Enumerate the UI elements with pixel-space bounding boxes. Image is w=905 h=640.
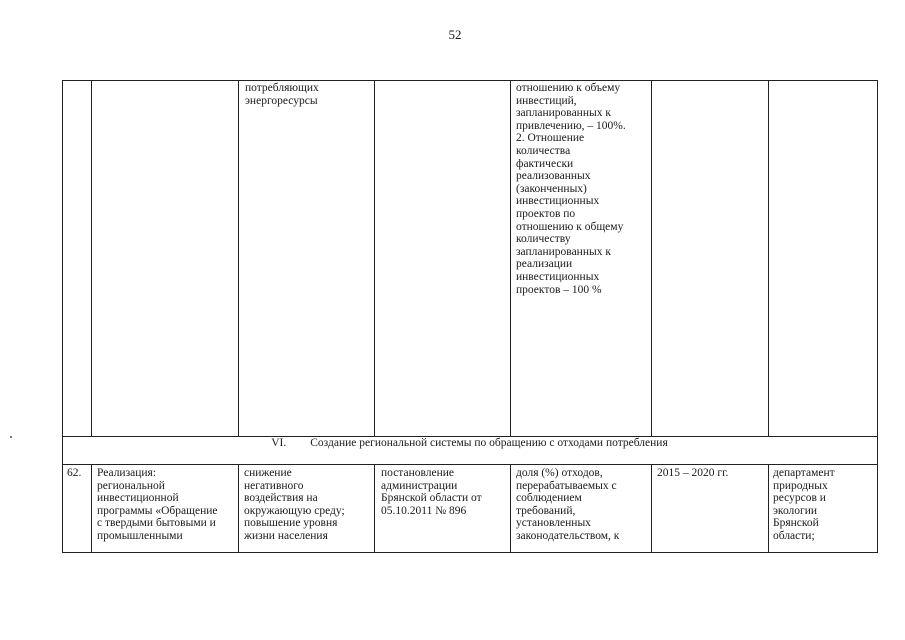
page-number: 52 xyxy=(448,27,462,42)
col-divider-2-upper xyxy=(238,80,239,436)
row-62-number: 62. xyxy=(67,467,82,479)
col-divider-3-lower xyxy=(374,464,375,552)
section-bottom-border xyxy=(62,464,878,465)
scan-speck xyxy=(10,436,12,438)
col-divider-1-upper xyxy=(91,80,92,436)
table-left-border xyxy=(62,80,63,553)
table-right-border xyxy=(877,80,878,553)
col-divider-6-lower xyxy=(768,464,769,552)
row-62-goal: снижение негативного воздействия на окружающую среду; повышение уровня жизни населения xyxy=(244,467,345,542)
col-divider-5-lower xyxy=(651,464,652,552)
col-divider-5-upper xyxy=(651,80,652,436)
cell-consumers: потребляющих энергоресурсы xyxy=(245,82,319,107)
cell-indicator-continued: отношению к объему инвестиций, запланированных к привлечению, – 100%. 2. Отношение количества фактически реализованных (законченных) инвестиционных проектов по отношению к общему количеству запланированных к реализации инвестиционных проектов – 100 % xyxy=(516,82,626,296)
section-heading xyxy=(62,437,877,449)
col-divider-2-lower xyxy=(238,464,239,552)
col-divider-4-upper xyxy=(510,80,511,436)
col-divider-1-lower xyxy=(91,464,92,552)
table-bottom-border xyxy=(62,552,878,553)
col-divider-4-lower xyxy=(510,464,511,552)
col-divider-3-upper xyxy=(374,80,375,436)
row-62-indicator: доля (%) отходов, перерабатываемых с соблюдением требований, установленных законодательством, к xyxy=(516,467,620,542)
col-divider-6-upper xyxy=(768,80,769,436)
section-number: VI. xyxy=(271,437,287,449)
section-title: Создание региональной системы по обращению с отходами потребления xyxy=(310,437,668,449)
row-62-basis: постановление администрации Брянской области от 05.10.2011 № 896 xyxy=(381,467,482,517)
row-62-period: 2015 – 2020 гг. xyxy=(657,467,729,479)
row-62-responsible: департамент природных ресурсов и экологии Брянской области; xyxy=(773,467,835,542)
table-top-border xyxy=(62,80,878,81)
row-62-name: Реализация: региональной инвестиционной программы «Обращение с твердыми бытовыми и промышленными xyxy=(97,467,218,542)
